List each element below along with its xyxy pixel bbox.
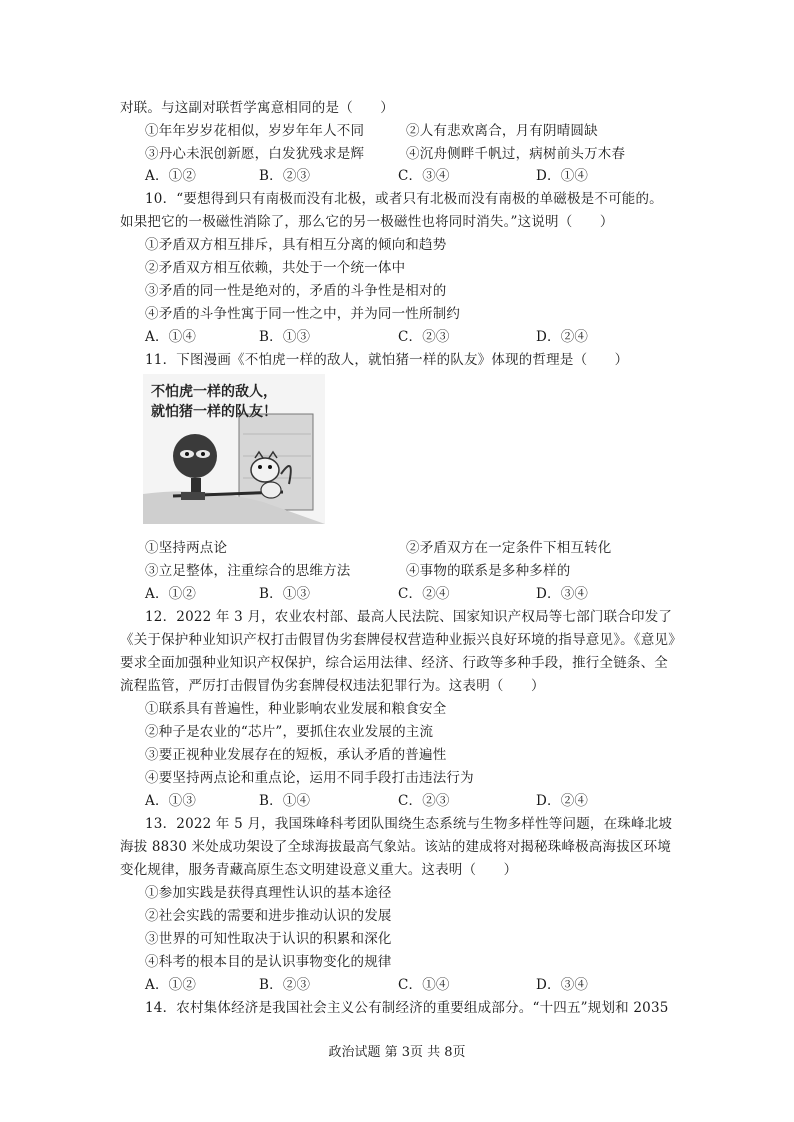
q10-choice-a: A．①④ bbox=[145, 329, 197, 345]
q13-option-3: ③世界的可知性取决于认识的积累和深化 bbox=[145, 931, 392, 947]
q12-option-3: ③要正视种业发展存在的短板，承认矛盾的普遍性 bbox=[145, 747, 447, 763]
q11-choice-b: B．①③ bbox=[259, 586, 311, 602]
q11-option-2: ②矛盾双方在一定条件下相互转化 bbox=[406, 540, 612, 556]
q10-stem-line-2: 如果把它的一极磁性消除了，那么它的另一极磁性也将同时消失。”这说明（ ） bbox=[120, 214, 614, 230]
q12-option-1: ①联系具有普遍性，种业影响农业发展和粮食安全 bbox=[145, 701, 447, 717]
q10-choice-d: D．②④ bbox=[536, 329, 589, 345]
q12-stem-line-4: 流程监管，严厉打击假冒伪劣套牌侵权违法犯罪行为。这表明（ ） bbox=[120, 678, 545, 694]
q11-choice-a: A．①② bbox=[145, 586, 197, 602]
q13-choice-a: A．①② bbox=[145, 977, 197, 993]
q11-choice-d: D．③④ bbox=[536, 586, 589, 602]
q9-option-4: ④沉舟侧畔千帆过，病树前头万木春 bbox=[406, 146, 626, 162]
q9-choice-a: A．①② bbox=[145, 168, 197, 184]
q9-choice-b: B．②③ bbox=[259, 168, 311, 184]
q9-choice-d: D．①④ bbox=[536, 168, 589, 184]
q10-option-4: ④矛盾的斗争性寓于同一性之中，并为同一性所制约 bbox=[145, 306, 461, 322]
q9-stem-continuation: 对联。与这副对联哲学寓意相同的是（ ） bbox=[120, 100, 394, 116]
q12-choice-b: B．①④ bbox=[259, 793, 311, 809]
q12-stem-line-2: 《关于保护种业知识产权打击假冒伪劣套牌侵权营造种业振兴良好环境的指导意见》。《意见》 bbox=[120, 632, 682, 648]
page-footer: 政治试题 第 3页 共 8页 bbox=[328, 1045, 466, 1060]
q9-option-1: ①年年岁岁花相似，岁岁年年人不同 bbox=[145, 123, 365, 139]
q12-choice-d: D．②④ bbox=[536, 793, 589, 809]
q11-stem: 11．下图漫画《不怕虎一样的敌人，就怕猪一样的队友》体现的哲理是（ ） bbox=[145, 352, 629, 368]
q12-stem-line-3: 要求全面加强种业知识产权保护，综合运用法律、经济、行政等多种手段，推行全链条、全 bbox=[120, 655, 668, 671]
q12-option-2: ②种子是农业的“芯片”，要抓住农业发展的主流 bbox=[145, 724, 434, 740]
q9-option-2: ②人有悲欢离合，月有阴晴圆缺 bbox=[406, 123, 598, 139]
q10-option-3: ③矛盾的同一性是绝对的，矛盾的斗争性是相对的 bbox=[145, 283, 447, 299]
q14-stem-line-1: 14．农村集体经济是我国社会主义公有制经济的重要组成部分。“十四五”规划和 2035 bbox=[145, 1000, 669, 1016]
q13-option-2: ②社会实践的需要和进步推动认识的发展 bbox=[145, 908, 392, 924]
q12-choice-c: C．②③ bbox=[398, 793, 450, 809]
q13-choice-c: C．①④ bbox=[398, 977, 450, 993]
q13-option-1: ①参加实践是获得真理性认识的基本途径 bbox=[145, 885, 392, 901]
q13-option-4: ④科考的根本目的是认识事物变化的规律 bbox=[145, 954, 392, 970]
q11-option-4: ④事物的联系是多种多样的 bbox=[406, 563, 571, 579]
q12-stem-line-1: 12．2022 年 3 月，农业农村部、最高人民法院、国家知识产权局等七部门联合印发了 bbox=[145, 609, 673, 625]
cartoon-caption-line-2: 就怕猪一样的队友！ bbox=[151, 404, 277, 420]
cartoon-caption-line-1: 不怕虎一样的敌人， bbox=[151, 384, 277, 400]
q12-choice-a: A．①③ bbox=[145, 793, 197, 809]
q13-choice-b: B．②③ bbox=[259, 977, 311, 993]
q10-option-1: ①矛盾双方相互排斥，具有相互分离的倾向和趋势 bbox=[145, 237, 447, 253]
q10-stem-line-1: 10．“要想得到只有南极而没有北极，或者只有北极而没有南极的单磁极是不可能的。 bbox=[145, 191, 663, 207]
q11-option-1: ①坚持两点论 bbox=[145, 540, 228, 556]
q9-option-3: ③丹心未泯创新愿，白发犹残求是辉 bbox=[145, 146, 365, 162]
q11-option-3: ③立足整体，注重综合的思维方法 bbox=[145, 563, 351, 579]
cartoon-image bbox=[143, 374, 325, 524]
q13-stem-line-3: 变化规律，服务青藏高原生态文明建设意义重大。这表明（ ） bbox=[120, 862, 518, 878]
q13-choice-d: D．③④ bbox=[536, 977, 589, 993]
q9-choice-c: C．③④ bbox=[398, 168, 450, 184]
q13-stem-line-1: 13．2022 年 5 月，我国珠峰科考团队围绕生态系统与生物多样性等问题，在珠峰北坡 bbox=[145, 816, 673, 832]
q10-choice-b: B．①③ bbox=[259, 329, 311, 345]
q13-stem-line-2: 海拔 8830 米处成功架设了全球海拔最高气象站。该站的建成将对揭秘珠峰极高海拔区环境 bbox=[120, 839, 672, 855]
q10-option-2: ②矛盾双方相互依赖，共处于一个统一体中 bbox=[145, 260, 406, 276]
q11-choice-c: C．②④ bbox=[398, 586, 450, 602]
q12-option-4: ④要坚持两点论和重点论，运用不同手段打击违法行为 bbox=[145, 770, 474, 786]
q10-choice-c: C．②③ bbox=[398, 329, 450, 345]
